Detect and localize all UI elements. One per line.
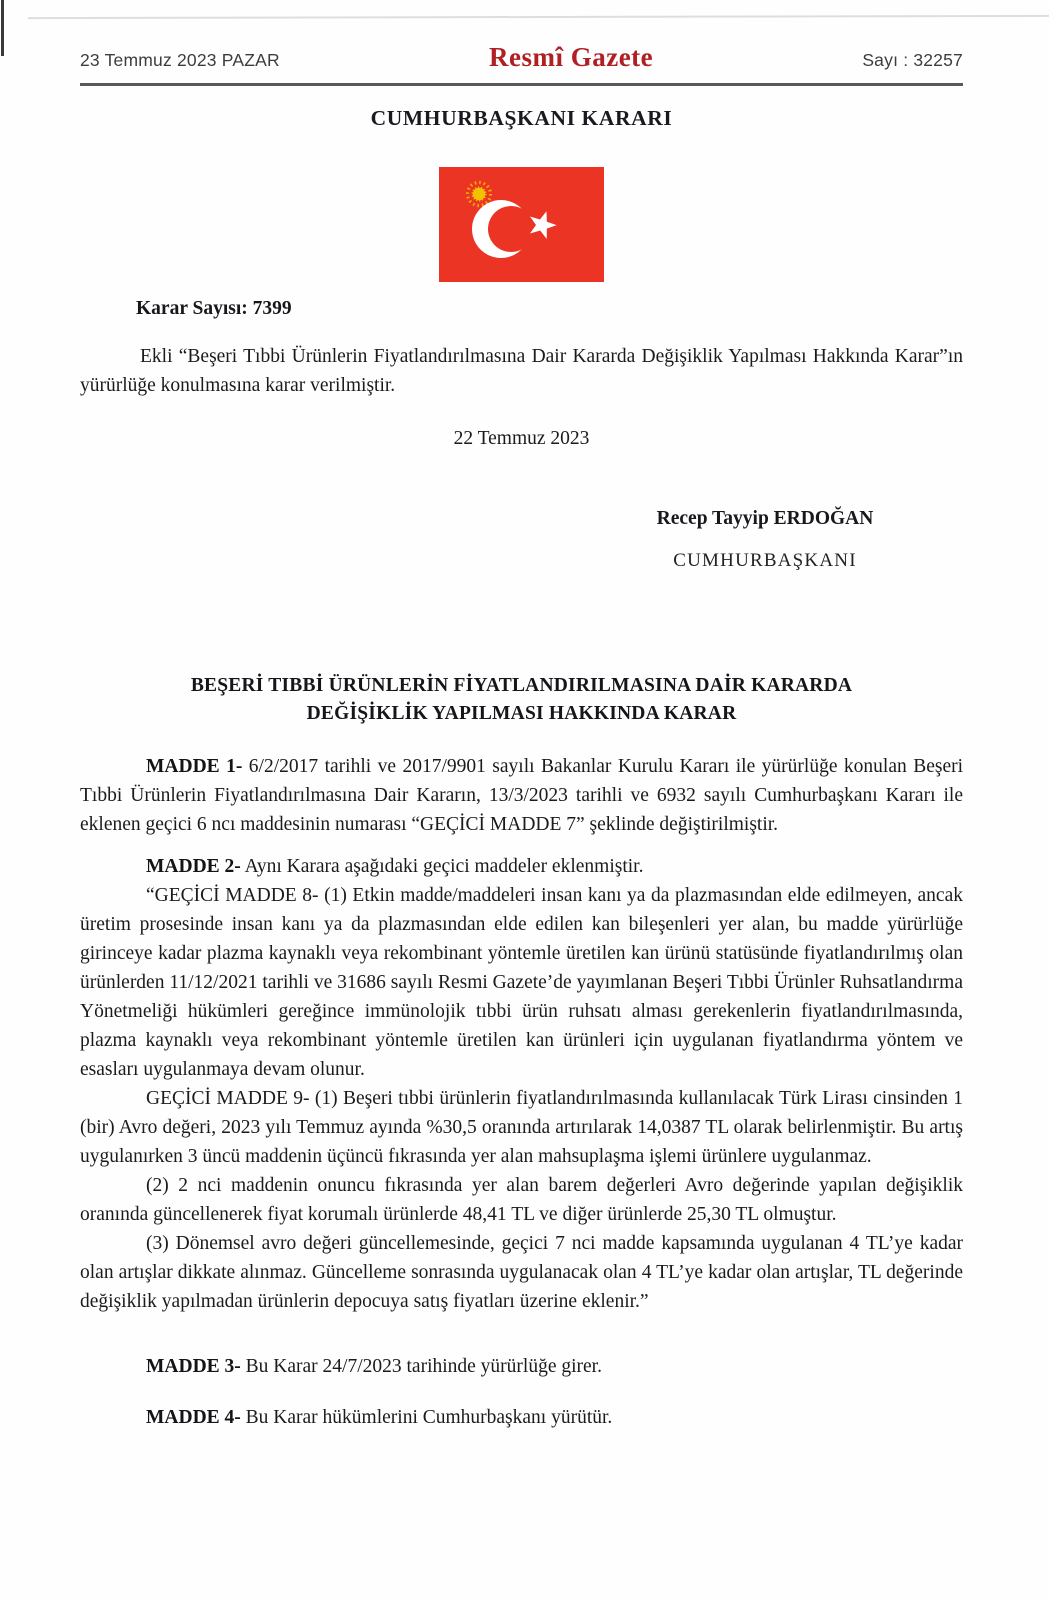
president-name: Recep Tayyip ERDOĞAN: [656, 508, 874, 529]
intro-paragraph: Ekli “Beşeri Tıbbi Ürünlerin Fiyatlandırılmasına Dair Kararda Değişiklik Yapılması Hakkında Karar”ın yürürlüğe konulmasına karar verilmiştir.: [80, 346, 963, 396]
article-madde-1-text: 6/2/2017 tarihli ve 2017/9901 sayılı Bakanlar Kurulu Kararı ile yürürlüğe konulan Beşeri Tıbbi Ürünlerin Fiyatlandırılmasına Dair Kararın, 13/3/2023 tarihli ve 6932 sayılı Cumhurbaşkanı Kararı ile eklenen geçici 6 ncı maddesinin numarası “GEÇİCİ MADDE 7” şeklinde değiştirilmiştir.: [80, 756, 964, 835]
decree-title-line2: DEĞİŞİKLİK YAPILMASI HAKKINDA KARAR: [306, 703, 737, 724]
article-gecici-madde-9-fikra-3-text: (3) Dönemsel avro değeri güncellemesinde, geçici 7 nci madde kapsamında uygulanan 4 TL’ye kadar olan artışlar dikkate alınmaz. Güncelleme sonrasında uygulanacak olan 4 TL’ye kadar olan artışlar, TL değerinde değişiklik yapılmadan ürünlerin depocuya satış fiyatları üzerine eklenir.”: [80, 1233, 963, 1312]
turkish-presidential-flag-icon: [439, 167, 604, 282]
decree-title-line1: BEŞERİ TIBBİ ÜRÜNLERİN FİYATLANDIRILMASINA DAİR KARARDA: [190, 675, 853, 696]
article-madde-3-text: Bu Karar 24/7/2023 tarihinde yürürlüğe girer.: [240, 1356, 602, 1377]
header-divider: [80, 83, 963, 86]
article-gecici-madde-9-fikra-3: [80, 1229, 963, 1316]
flag-container: [80, 167, 963, 282]
decision-heading: CUMHURBAŞKANI KARARI: [370, 106, 673, 130]
article-gecici-madde-9: [80, 1084, 963, 1171]
article-madde-3: [80, 1352, 963, 1381]
president-title: CUMHURBAŞKANI: [673, 550, 857, 571]
article-gecici-madde-9-text: GEÇİCİ MADDE 9- (1) Beşeri tıbbi ürünlerin fiyatlandırılmasında kullanılacak Türk Lirası cinsinden 1 (bir) Avro değeri, 2023 yılı Temmuz ayında %30,5 oranında artırılarak 14,0387 TL olarak belirlenmiştir. Bu artış uygulanırken 3 üncü maddenin üçüncü fıkrasında yer alan mahsuplaşma işlemi ürünlere uygulanmaz.: [80, 1088, 963, 1167]
article-gecici-madde-8: [80, 881, 963, 1084]
decision-number: Karar Sayısı: 7399: [136, 298, 292, 319]
gazette-header: [80, 42, 963, 73]
article-madde-3-lead: MADDE 3-: [146, 1356, 241, 1377]
article-gecici-madde-9-fikra-2-text: (2) 2 nci maddenin onuncu fıkrasında yer alan barem değerleri Avro değerinde yapılan değişiklik oranında güncellenerek fiyat korumalı ürünlerde 48,41 TL ve diğer ürünlerde 25,30 TL olmuştur.: [80, 1175, 963, 1225]
article-madde-1-lead: MADDE 1-: [146, 756, 243, 777]
article-madde-2: [80, 852, 963, 881]
decree-title: [80, 672, 963, 728]
article-madde-4-text: Bu Karar hükümlerini Cumhurbaşkanı yürütür.: [240, 1407, 613, 1428]
article-gecici-madde-8-text: “GEÇİCİ MADDE 8- (1) Etkin madde/maddeleri insan kanı ya da plazmasından elde edilmeyen, ancak üretim prosesinde insan kanı ya da plazmasından elde edilen kan bileşenleri yer alan, bu madde yürürlüğe girinceye kadar plazma kaynaklı veya rekombinant yöntemle üretilen kan ürünü statüsünde fiyatlandırılmış olan ürünlerden 11/12/2021 tarihli ve 31686 sayılı Resmi Gazete’de yayımlanan Beşeri Tıbbi Ürünler Ruhsatlandırma Yönetmeliği hükümleri gereğince immünolojik tıbbi ürün ruhsatı alması gerekenlerin fiyatlandırılmasında, plazma kaynaklı veya rekombinant yöntemle üretilen kan ürünleri için uygulanan fiyatlandırma yöntem ve esasları uygulanmaya devam olunur.: [80, 885, 963, 1080]
gazette-date: 23 Temmuz 2023 PAZAR: [80, 50, 280, 70]
article-gecici-madde-9-fikra-2: [80, 1171, 963, 1229]
decree-articles: [80, 752, 963, 1432]
article-madde-1: [80, 752, 963, 839]
decision-date: 22 Temmuz 2023: [453, 428, 590, 449]
scan-artifact-left-line: [1, 0, 4, 56]
article-madde-4-lead: MADDE 4-: [146, 1407, 241, 1428]
article-madde-2-lead: MADDE 2-: [146, 856, 241, 877]
article-madde-4: [80, 1403, 963, 1432]
article-madde-2-text: Aynı Karara aşağıdaki geçici maddeler eklenmiştir.: [240, 856, 644, 877]
signature-block: [595, 508, 935, 572]
gazette-issue-number: Sayı : 32257: [862, 50, 963, 70]
gazette-masthead: Resmî Gazete: [488, 42, 654, 72]
